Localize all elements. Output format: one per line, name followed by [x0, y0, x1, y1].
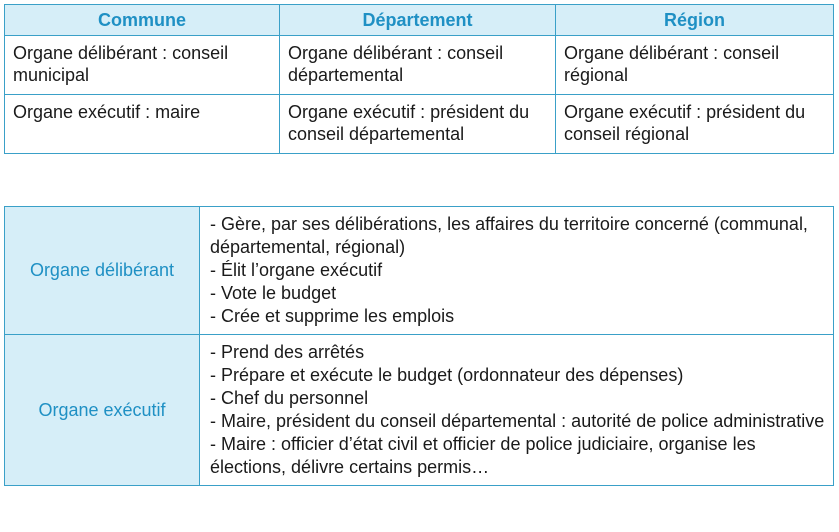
list-item: - Prépare et exécute le budget (ordonnateur des dépenses) — [210, 365, 684, 385]
header-region: Région — [556, 5, 834, 36]
list-item: - Gère, par ses délibérations, les affaires du territoire concerné (communal, départemental, régional) — [210, 214, 808, 257]
header-commune: Commune — [5, 5, 280, 36]
list-item: - Chef du personnel — [210, 388, 369, 408]
cell-commune-deliberant: Organe délibérant : conseil municipal — [5, 36, 280, 95]
organs-table — [4, 206, 834, 486]
list-item: - Prend des arrêtés — [210, 342, 365, 362]
collectivities-table — [4, 4, 834, 154]
list-item: - Crée et supprime les emplois — [210, 306, 455, 326]
table-row — [5, 95, 834, 154]
table-row — [5, 335, 834, 486]
cell-region-executif: Organe exécutif : président du conseil régional — [556, 95, 834, 154]
cell-region-deliberant: Organe délibérant : conseil régional — [556, 36, 834, 95]
cell-departement-deliberant: Organe délibérant : conseil départemental — [280, 36, 556, 95]
header-row — [5, 5, 834, 36]
table-row — [5, 207, 834, 335]
header-departement: Département — [280, 5, 556, 36]
row-content-deliberant — [200, 207, 834, 335]
row-label-executif: Organe exécutif — [5, 335, 200, 486]
cell-departement-executif: Organe exécutif : président du conseil départemental — [280, 95, 556, 154]
row-content-executif — [200, 335, 834, 486]
list-item: - Maire, président du conseil départemental : autorité de police administrative — [210, 411, 825, 431]
table-row — [5, 36, 834, 95]
list-item: - Élit l’organe exécutif — [210, 260, 383, 280]
row-label-deliberant: Organe délibérant — [5, 207, 200, 335]
list-item: - Maire : officier d’état civil et officier de police judiciaire, organise les élections, délivre certains permis… — [210, 434, 756, 477]
list-item: - Vote le budget — [210, 283, 337, 303]
cell-commune-executif: Organe exécutif : maire — [5, 95, 280, 154]
